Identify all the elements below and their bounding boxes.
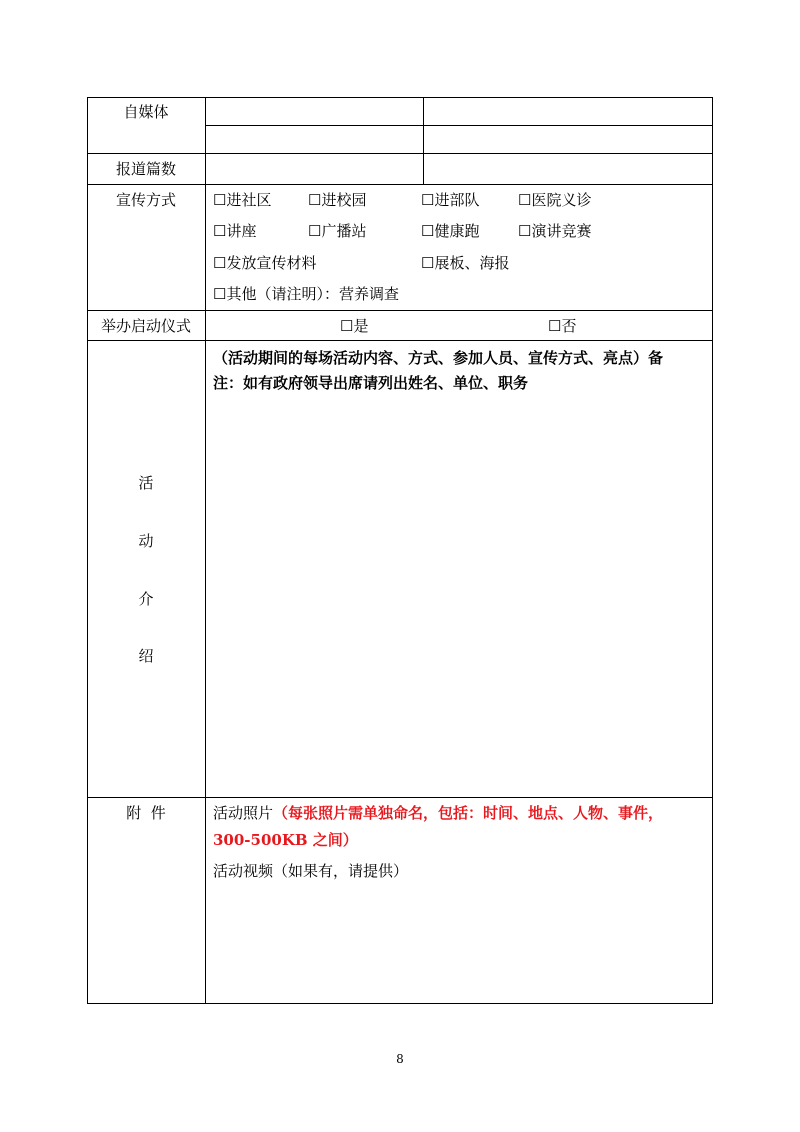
attachment-photo-label: 活动照片 [213, 804, 274, 822]
attachment-photo-line [213, 803, 663, 823]
table-rule [87, 184, 713, 185]
checkbox-broadcast[interactable]: ☐广播站 [308, 222, 367, 240]
activity-label-char: 活 [138, 474, 154, 492]
table-rule [87, 340, 713, 341]
checkbox-clinic[interactable]: ☐医院义诊 [518, 191, 592, 209]
table-rule [205, 97, 206, 1004]
attachment-label: 附 件 [126, 804, 166, 822]
attachment-photo-requirement: （每张照片需单独命名，包括：时间、地点、人物、事件， [273, 804, 664, 822]
activity-note-line: 注：如有政府领导出席请列出姓名、单位、职务 [213, 374, 529, 392]
page-number: 8 [396, 1052, 404, 1066]
checkbox-health-run[interactable]: ☐健康跑 [421, 222, 480, 240]
table-rule [423, 97, 424, 184]
activity-note-line: （活动期间的每场活动内容、方式、参加人员、宣传方式、亮点）备 [213, 349, 664, 367]
checkbox-community[interactable]: ☐进社区 [213, 191, 272, 209]
activity-label-char: 介 [138, 590, 154, 608]
checkbox-other[interactable]: ☐其他（请注明）：营养调查 [213, 285, 399, 303]
checkbox-army[interactable]: ☐进部队 [421, 191, 480, 209]
checkbox-ceremony-no[interactable]: ☐否 [548, 317, 577, 335]
table-border-right [712, 97, 713, 1004]
activity-label-char: 动 [138, 532, 154, 550]
table-rule [87, 310, 713, 311]
checkbox-posters[interactable]: ☐展板、海报 [421, 254, 510, 272]
activity-label-char: 绍 [138, 647, 154, 665]
checkbox-campus[interactable]: ☐进校园 [308, 191, 367, 209]
self-media-label: 自媒体 [123, 103, 169, 121]
ceremony-label: 举办启动仪式 [100, 317, 191, 335]
promotion-label: 宣传方式 [115, 191, 176, 209]
table-border-bottom [87, 1003, 713, 1004]
table-rule [205, 125, 713, 126]
table-border-top [87, 97, 713, 98]
attachment-photo-size: 300-500KB 之间） [213, 831, 358, 849]
checkbox-materials[interactable]: ☐发放宣传材料 [213, 254, 317, 272]
table-rule [87, 153, 713, 154]
checkbox-ceremony-yes[interactable]: ☐是 [340, 317, 369, 335]
attachment-video: 活动视频（如果有，请提供） [213, 862, 409, 880]
checkbox-speech-contest[interactable]: ☐演讲竞赛 [518, 222, 592, 240]
checkbox-lecture[interactable]: ☐讲座 [213, 222, 257, 240]
report-form-table [87, 97, 713, 1004]
report-count-label: 报道篇数 [115, 160, 176, 178]
table-rule [87, 797, 713, 798]
